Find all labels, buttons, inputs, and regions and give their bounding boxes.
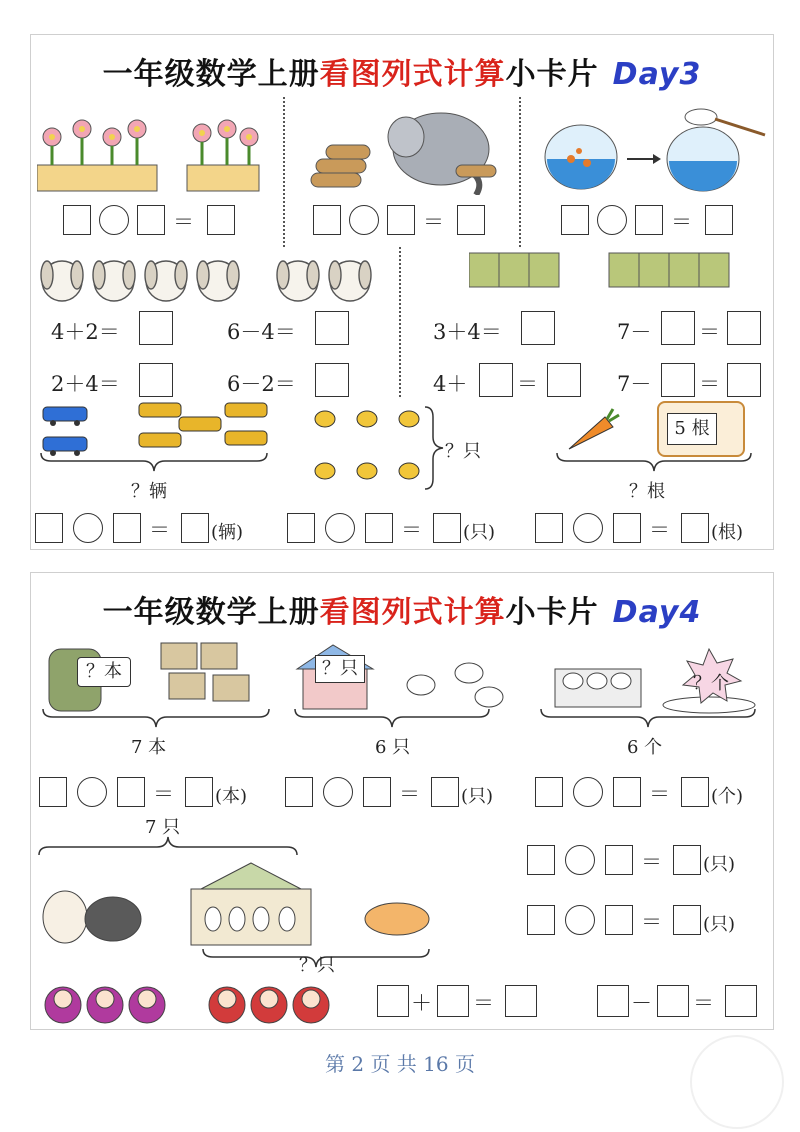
brace — [423, 405, 445, 491]
unit-label: (辆) — [211, 522, 244, 543]
card-day3 — [30, 34, 774, 550]
equation-text: 3＋4＝ — [433, 320, 502, 344]
card-title: 一年级数学上册看图列式计算小卡片 Day3 — [102, 57, 702, 92]
page-footer: 第 2 页 共 16 页 — [325, 1052, 475, 1076]
answer-box[interactable] — [365, 513, 393, 543]
card-title: 一年级数学上册看图列式计算小卡片 Day4 — [102, 595, 702, 630]
answer-box[interactable] — [597, 985, 629, 1017]
answer-box[interactable] — [521, 311, 555, 345]
divider — [283, 97, 285, 247]
answer-box[interactable] — [63, 205, 91, 235]
brace — [37, 835, 299, 857]
operator-circle[interactable] — [597, 205, 627, 235]
answer-box[interactable] — [387, 205, 415, 235]
answer-box[interactable] — [207, 205, 235, 235]
answer-box[interactable] — [725, 985, 757, 1017]
answer-box[interactable] — [657, 985, 689, 1017]
answer-box[interactable] — [673, 845, 701, 875]
rabbits-question-label: ？只 — [315, 655, 365, 683]
answer-box[interactable] — [479, 363, 513, 397]
equals-sign: ＝ — [423, 210, 444, 234]
watermark-seal-icon — [690, 1035, 784, 1129]
operator-circle[interactable] — [323, 777, 353, 807]
puppies-picture — [37, 245, 387, 305]
operator-circle[interactable] — [565, 905, 595, 935]
books-total-label: 7 本 — [131, 737, 167, 758]
brace — [293, 707, 493, 729]
cats-total-label: 7 只 — [145, 817, 181, 838]
unit-label: (本) — [215, 786, 248, 807]
answer-box[interactable] — [315, 311, 349, 345]
cars-total-label: ？辆 — [131, 481, 167, 502]
answer-box[interactable] — [363, 777, 391, 807]
answer-box[interactable] — [287, 513, 315, 543]
brace — [555, 451, 755, 473]
operator-circle[interactable] — [77, 777, 107, 807]
answer-box[interactable] — [605, 905, 633, 935]
operator-circle[interactable] — [325, 513, 355, 543]
carrot-total-label: ？根 — [629, 481, 665, 502]
answer-box[interactable] — [727, 311, 761, 345]
answer-box[interactable] — [377, 985, 409, 1017]
carrot-icon — [561, 405, 621, 455]
bees-total-label: ？只 — [445, 441, 481, 462]
operator-circle[interactable] — [565, 845, 595, 875]
equals-sign: ＝ — [699, 372, 720, 396]
cats-question-label: ？只 — [299, 955, 335, 976]
equals-sign: ＝ — [641, 850, 662, 874]
answer-box[interactable] — [113, 513, 141, 543]
equation-text: 7－ — [617, 372, 652, 396]
answer-box[interactable] — [673, 905, 701, 935]
card-day4 — [30, 572, 774, 1030]
equals-sign: ＝ — [473, 991, 494, 1015]
brace — [539, 707, 759, 729]
answer-box[interactable] — [681, 777, 709, 807]
operator-circle[interactable] — [573, 777, 603, 807]
equals-sign: ＝ — [173, 210, 194, 234]
answer-box[interactable] — [705, 205, 733, 235]
unit-label: (只) — [703, 914, 736, 935]
flowers-picture — [37, 115, 277, 195]
answer-box[interactable] — [285, 777, 313, 807]
eggs-question-label: ？个 — [693, 673, 729, 694]
unit-label: (根) — [711, 522, 744, 543]
answer-box[interactable] — [35, 513, 63, 543]
answer-box[interactable] — [185, 777, 213, 807]
answer-box[interactable] — [313, 205, 341, 235]
bees-picture — [305, 397, 435, 497]
answer-box[interactable] — [137, 205, 165, 235]
nesting-dolls-picture — [41, 977, 351, 1025]
minus-sign: － — [631, 991, 652, 1015]
brace — [39, 451, 269, 473]
equals-sign: ＝ — [699, 320, 720, 344]
answer-box[interactable] — [139, 363, 173, 397]
equation-text: 6－4＝ — [227, 320, 296, 344]
unit-label: (只) — [461, 786, 494, 807]
answer-box[interactable] — [561, 205, 589, 235]
unit-label: (只) — [463, 522, 496, 543]
divider — [519, 97, 521, 247]
equation-text: 2＋4＝ — [51, 372, 120, 396]
answer-box[interactable] — [635, 205, 663, 235]
equals-sign: ＝ — [671, 210, 692, 234]
equation-text: 4＋ — [433, 372, 468, 396]
answer-box[interactable] — [437, 985, 469, 1017]
answer-box[interactable] — [181, 513, 209, 543]
equation-text: 4＋2＝ — [51, 320, 120, 344]
answer-box[interactable] — [535, 513, 563, 543]
answer-box[interactable] — [39, 777, 67, 807]
answer-box[interactable] — [681, 513, 709, 543]
unit-label: (个) — [711, 786, 744, 807]
answer-box[interactable] — [661, 363, 695, 397]
operator-circle[interactable] — [573, 513, 603, 543]
equals-sign: ＝ — [399, 782, 420, 806]
equation-text: 7－ — [617, 320, 652, 344]
fishbowl-picture — [543, 107, 771, 195]
cubes-picture — [469, 247, 769, 291]
equals-sign: ＝ — [517, 372, 538, 396]
answer-box[interactable] — [605, 845, 633, 875]
equals-sign: ＝ — [693, 991, 714, 1015]
answer-box[interactable] — [613, 777, 641, 807]
answer-box[interactable] — [535, 777, 563, 807]
operator-circle[interactable] — [99, 205, 129, 235]
equals-sign: ＝ — [401, 518, 422, 542]
unit-label: (只) — [703, 854, 736, 875]
carrot-box-label: 5 根 — [667, 413, 717, 445]
divider — [399, 247, 401, 397]
answer-box[interactable] — [505, 985, 537, 1017]
answer-box[interactable] — [727, 363, 761, 397]
equals-sign: ＝ — [153, 782, 174, 806]
elephant-logs-picture — [306, 99, 506, 195]
answer-box[interactable] — [433, 513, 461, 543]
operator-circle[interactable] — [73, 513, 103, 543]
equals-sign: ＝ — [149, 518, 170, 542]
answer-box[interactable] — [315, 363, 349, 397]
answer-box[interactable] — [547, 363, 581, 397]
answer-box[interactable] — [431, 777, 459, 807]
eggs-total-label: 6 个 — [627, 737, 663, 758]
answer-box[interactable] — [613, 513, 641, 543]
equals-sign: ＝ — [649, 518, 670, 542]
answer-box[interactable] — [117, 777, 145, 807]
answer-box[interactable] — [139, 311, 173, 345]
answer-box[interactable] — [527, 905, 555, 935]
rabbits-total-label: 6 只 — [375, 737, 411, 758]
books-question-label: ？本 — [77, 657, 131, 687]
equals-sign: ＝ — [649, 782, 670, 806]
plus-sign: ＋ — [411, 991, 432, 1015]
equation-text: 6－2＝ — [227, 372, 296, 396]
answer-box[interactable] — [661, 311, 695, 345]
cats-house-picture — [37, 859, 457, 953]
answer-box[interactable] — [527, 845, 555, 875]
operator-circle[interactable] — [349, 205, 379, 235]
brace — [41, 707, 271, 729]
answer-box[interactable] — [457, 205, 485, 235]
equals-sign: ＝ — [641, 910, 662, 934]
